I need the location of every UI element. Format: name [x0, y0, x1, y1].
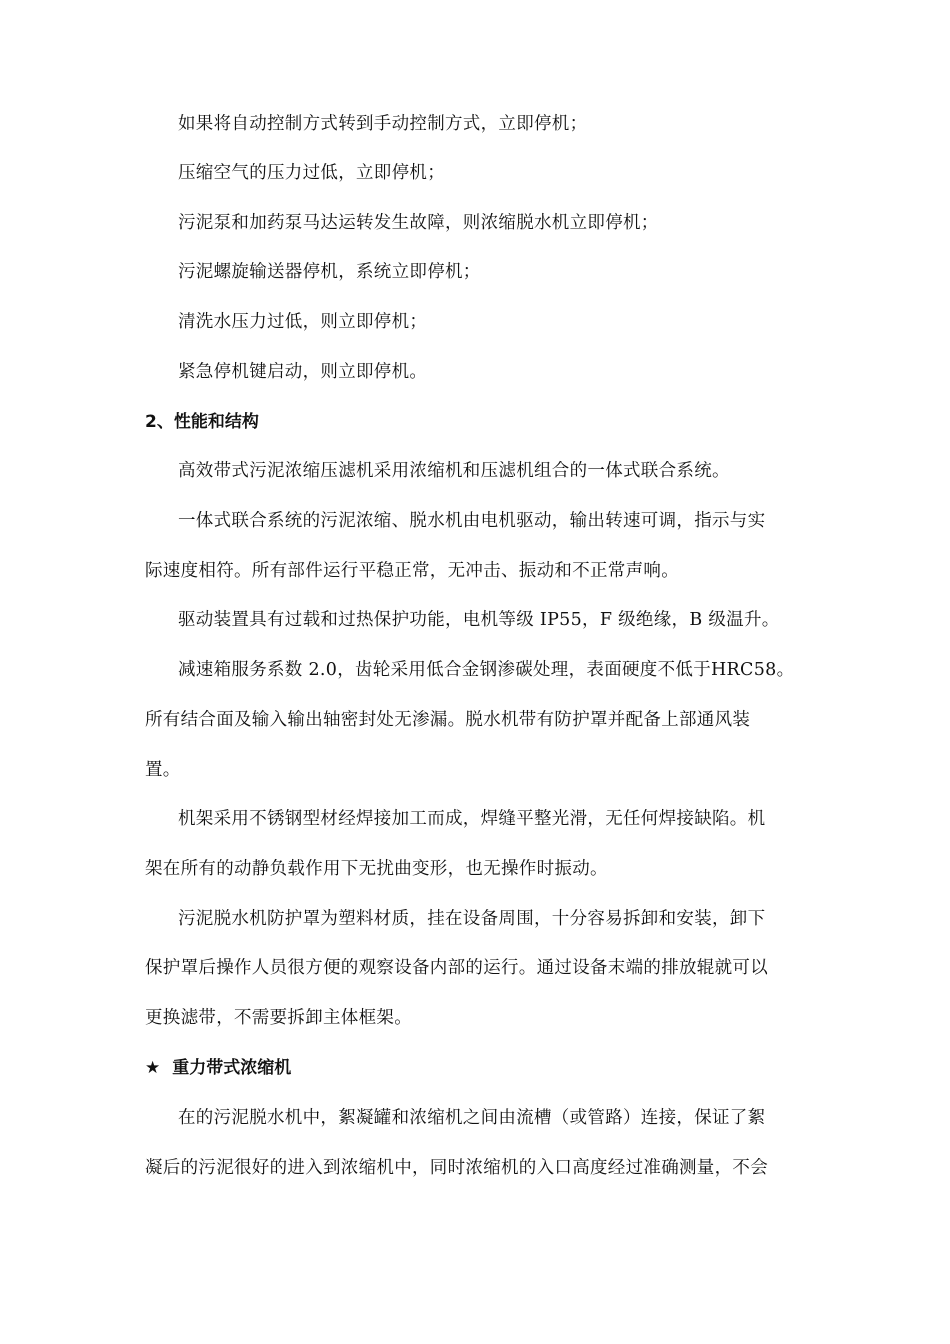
list-item: 污泥螺旋输送器停机，系统立即停机； — [178, 262, 481, 282]
paragraph-line: 更换滤带，不需要拆卸主体框架。 — [145, 1008, 412, 1028]
paragraph-line: 机架采用不锈钢型材经焊接加工而成，焊缝平整光滑，无任何焊接缺陷。机 — [178, 809, 766, 829]
section-heading — [145, 1055, 291, 1081]
paragraph-line: 高效带式污泥浓缩压滤机采用浓缩机和压滤机组合的一体式联合系统。 — [178, 461, 730, 481]
paragraph-line: 凝后的污泥很好的进入到浓缩机中，同时浓缩机的入口高度经过准确测量，不会 — [145, 1158, 768, 1178]
paragraph-line: 架在所有的动静负载作用下无扰曲变形，也无操作时振动。 — [145, 859, 608, 879]
paragraph-line: 减速箱服务系数 2.0，齿轮采用低合金钢渗碳处理，表面硬度不低于HRC58。 — [178, 660, 795, 680]
paragraph-line: 在的污泥脱水机中，絮凝罐和浓缩机之间由流槽（或管路）连接，保证了絮 — [178, 1108, 766, 1128]
section-heading-label: 重力带式浓缩机 — [172, 1058, 292, 1078]
paragraph-line: 际速度相符。所有部件运行平稳正常，无冲击、振动和不正常声响。 — [145, 561, 679, 581]
list-item: 如果将自动控制方式转到手动控制方式，立即停机； — [178, 114, 588, 134]
paragraph-line: 置。 — [145, 760, 181, 780]
star-icon: ★ — [145, 1058, 161, 1078]
list-item: 污泥泵和加药泵马达运转发生故障，则浓缩脱水机立即停机； — [178, 213, 659, 233]
section-heading: 2、性能和结构 — [145, 412, 259, 432]
paragraph-line: 驱动装置具有过载和过热保护功能，电机等级 IP55，F 级绝缘，B 级温升。 — [178, 610, 780, 630]
list-item: 压缩空气的压力过低，立即停机； — [178, 163, 445, 183]
paragraph-line: 保护罩后操作人员很方便的观察设备内部的运行。通过设备末端的排放辊就可以 — [145, 958, 768, 978]
list-item: 紧急停机键启动，则立即停机。 — [178, 362, 428, 382]
list-item: 清洗水压力过低，则立即停机； — [178, 312, 428, 332]
paragraph-line: 一体式联合系统的污泥浓缩、脱水机由电机驱动，输出转速可调，指示与实 — [178, 511, 766, 531]
paragraph-line: 所有结合面及输入输出轴密封处无渗漏。脱水机带有防护罩并配备上部通风装 — [145, 710, 751, 730]
paragraph-line: 污泥脱水机防护罩为塑料材质，挂在设备周围，十分容易拆卸和安装，卸下 — [178, 909, 766, 929]
